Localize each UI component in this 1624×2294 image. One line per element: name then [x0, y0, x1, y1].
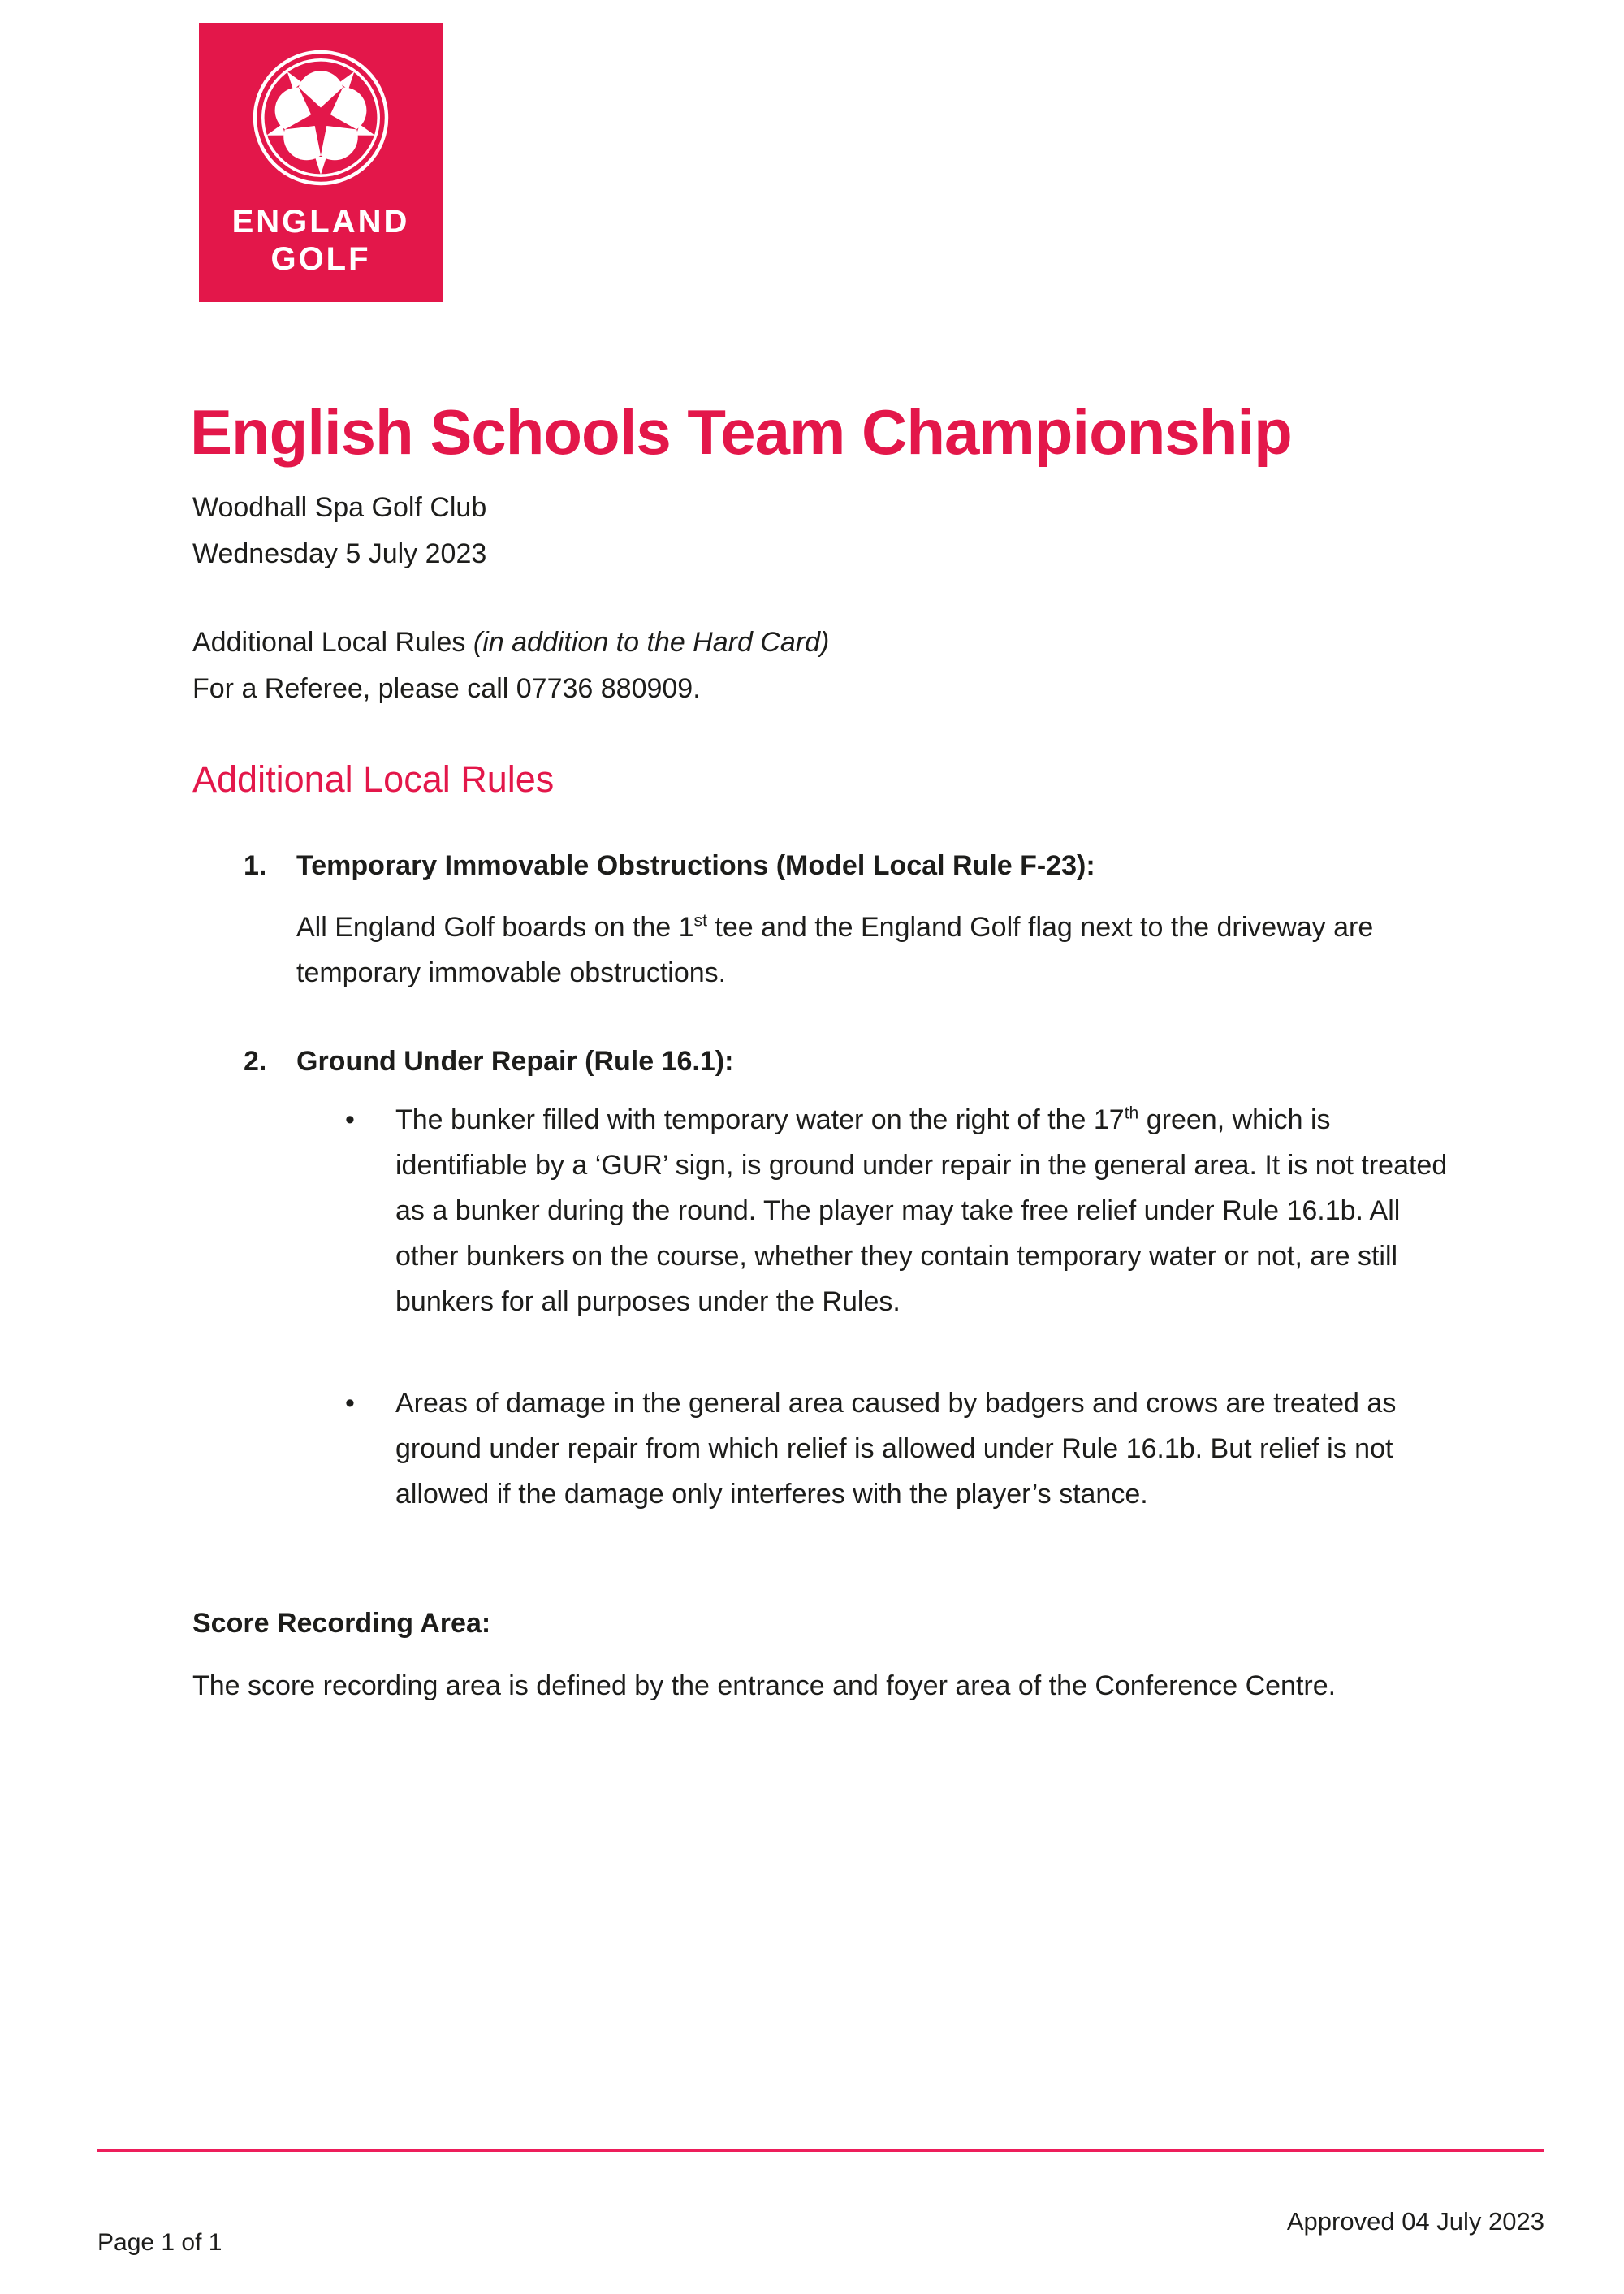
- venue-line: Woodhall Spa Golf Club: [192, 492, 487, 523]
- rule-item-2: [244, 1039, 733, 1084]
- bullet-icon: •: [345, 1388, 355, 1419]
- rule-item-1: [244, 843, 1095, 888]
- rule-item-1-body-pre: All England Golf boards on the 1: [296, 912, 694, 943]
- approved-date-label: Approved 04 July 2023: [1286, 2207, 1544, 2236]
- rule-item-1-number: 1.: [244, 850, 267, 881]
- rule-item-2-number: 2.: [244, 1046, 267, 1077]
- intro-normal-text: Additional Local Rules: [192, 627, 473, 658]
- page-number-label: Page 1 of 1: [97, 2229, 222, 2256]
- logo-word-england: ENGLAND: [231, 204, 410, 240]
- section-heading: Additional Local Rules: [192, 758, 555, 800]
- intro-line: [192, 620, 829, 665]
- referee-line: For a Referee, please call 07736 880909.: [192, 673, 701, 704]
- logo-wordmark: [232, 203, 410, 278]
- rule-item-2-title: Ground Under Repair (Rule 16.1):: [296, 1046, 734, 1077]
- page-title: English Schools Team Championship: [190, 396, 1292, 468]
- rule-item-2-bullet-2: [345, 1380, 1459, 1517]
- footer-divider: [97, 2149, 1544, 2152]
- bullet-1-text-post: green, which is identifiable by a ‘GUR’ sign, is ground under repair in the general area. It is not treated as a bunker during the round. The player may take free relief under Rule 16.1b. All other bunkers on the course, whether they contain temporary water or not, are still bunkers for all purposes under the Rules.: [395, 1104, 1448, 1317]
- rule-item-1-superscript: st: [693, 911, 707, 931]
- bullet-1-superscript: th: [1124, 1104, 1139, 1123]
- score-area-heading: Score Recording Area:: [192, 1608, 491, 1639]
- england-golf-rose-icon: [248, 45, 393, 190]
- logo-word-golf: GOLF: [270, 241, 371, 277]
- rule-item-2-bullet-2-text: Areas of damage in the general area caused by badgers and crows are treated as ground under repair from which relief is allowed under Rule 16.1b. But relief is not allowed if the damage only interferes with the player’s stance.: [395, 1388, 1397, 1510]
- rule-item-2-bullet-1-text: [395, 1097, 1459, 1324]
- bullet-icon: •: [345, 1104, 355, 1135]
- rule-item-1-title: Temporary Immovable Obstructions (Model Local Rule F-23):: [296, 850, 1095, 881]
- england-golf-logo: [199, 23, 443, 302]
- score-area-body: The score recording area is defined by the entrance and foyer area of the Conference Centre.: [192, 1670, 1337, 1701]
- rule-item-1-body: [296, 905, 1437, 996]
- rule-item-2-bullet-1: [345, 1097, 1459, 1324]
- intro-italic-text: (in addition to the Hard Card): [473, 627, 830, 658]
- rule-item-1-body-post: tee and the England Golf flag next to the driveway are temporary immovable obstructions.: [296, 912, 1374, 988]
- date-line: Wednesday 5 July 2023: [192, 538, 487, 569]
- bullet-1-text-pre: The bunker filled with temporary water on the right of the 17: [395, 1104, 1125, 1135]
